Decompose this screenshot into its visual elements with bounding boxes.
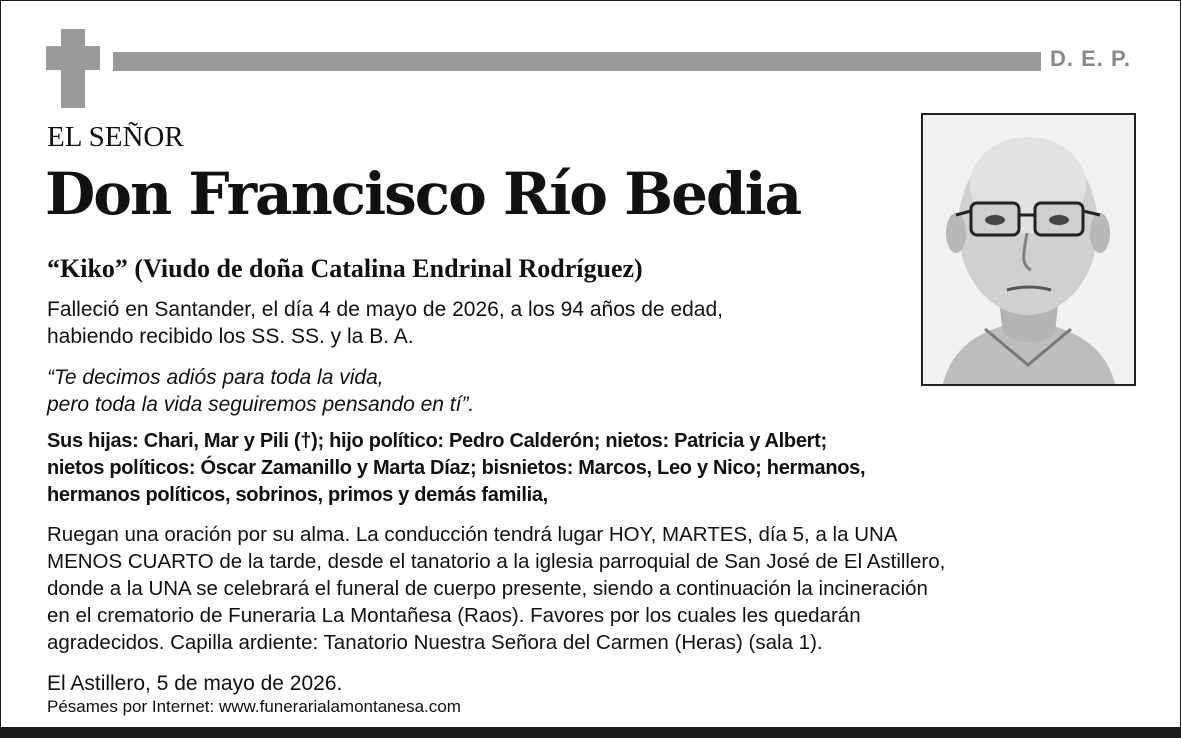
dateline: El Astillero, 5 de mayo de 2026. — [47, 672, 343, 695]
ceremony-details — [47, 521, 1147, 656]
death-line: habiendo recibido los SS. SS. y la B. A. — [47, 325, 414, 348]
condolences-link[interactable]: Pésames por Internet: www.funerarialamontanesa.com — [47, 697, 461, 716]
death-line: Falleció en Santander, el día 4 de mayo de 2026, a los 94 años de edad, — [47, 298, 723, 321]
honorific: EL SEÑOR — [47, 121, 184, 153]
memorial-quote — [47, 364, 887, 418]
nickname-line: “Kiko” (Viudo de doña Catalina Endrinal Rodríguez) — [47, 254, 643, 283]
portrait-photo — [921, 113, 1136, 386]
ceremony-line: Ruegan una oración por su alma. La conducción tendrá lugar HOY, MARTES, día 5, a la UNA — [47, 523, 898, 546]
ceremony-line: en el crematorio de Funeraria La Montañesa (Raos). Favores por los cuales les quedarán — [47, 604, 861, 627]
bottom-border — [0, 727, 1181, 738]
family-line: nietos políticos: Óscar Zamanillo y Marta Díaz; bisnietos: Marcos, Leo y Nico; hermanos, — [47, 457, 866, 479]
dep-label: D. E. P. — [1050, 46, 1131, 71]
deceased-name: Don Francisco Río Bedia — [45, 160, 801, 228]
ceremony-line: agradecidos. Capilla ardiente: Tanatorio Nuestra Señora del Carmen (Heras) (sala 1). — [47, 631, 823, 654]
quote-line: “Te decimos adiós para toda la vida, — [47, 366, 384, 389]
family-line: hermanos políticos, sobrinos, primos y demás familia, — [47, 484, 548, 506]
quote-line: pero toda la vida seguiremos pensando en tí”. — [47, 393, 475, 416]
death-notice — [47, 296, 887, 350]
ceremony-line: donde a la UNA se celebrará el funeral de cuerpo presente, siendo a continuación la incineración — [47, 577, 928, 600]
header-rule — [113, 52, 1041, 71]
ceremony-line: MENOS CUARTO de la tarde, desde el tanatorio a la iglesia parroquial de San José de El Astillero, — [47, 550, 946, 573]
family-list — [47, 428, 1147, 509]
family-line: Sus hijas: Chari, Mar y Pili (†); hijo político: Pedro Calderón; nietos: Patricia y Albert; — [47, 430, 827, 452]
